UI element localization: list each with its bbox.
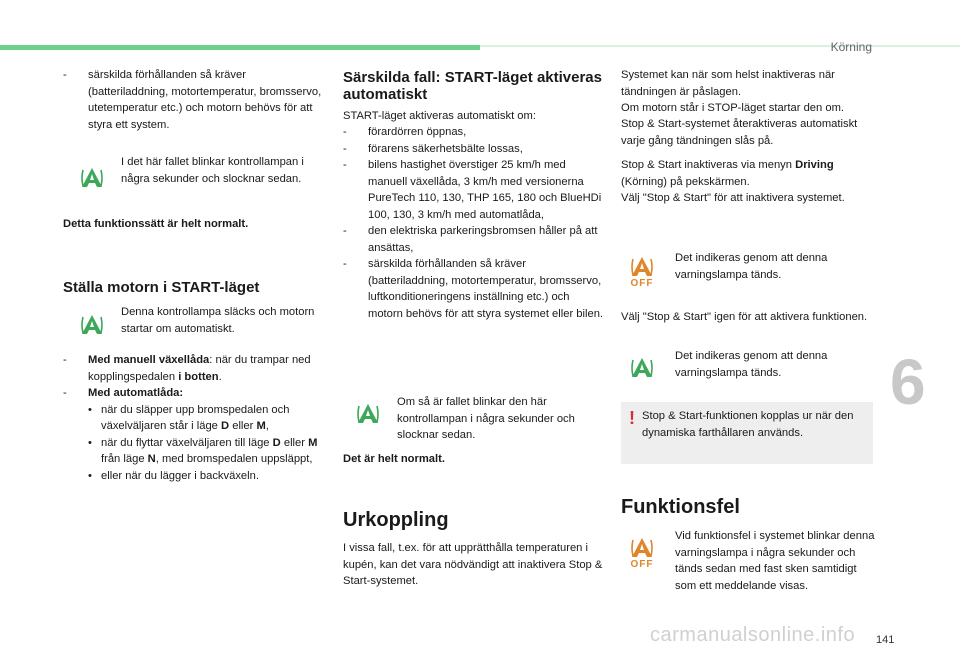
gear-d: D — [272, 436, 281, 449]
menu-name: Driving — [795, 159, 834, 171]
bullet-text: eller — [280, 436, 309, 449]
section-heading-special: Särskilda fall: START-läget aktiveras automatiskt — [343, 69, 602, 103]
list-item-text: särskilda förhållanden så kräver (batteriladdning, motortemperatur, bromsservo, utetemperatur etc.) och motorn behövs för att styra ett system. — [88, 69, 322, 131]
list-item-text: särskilda förhållanden så kräver (batteriladdning, motortemperatur, bromsservo, luftkonditioneringens inställning etc.) och motorn behövs för att styra systemet eller bilen. — [368, 258, 604, 320]
list-item-text: förardörren öppnas, — [368, 126, 467, 138]
normal-note-2: Det är helt normalt. — [343, 453, 445, 465]
bullet-marker: • — [88, 469, 92, 482]
bullet-marker: • — [88, 403, 92, 416]
warning-text: Stop & Start-funktionen kopplas ur när den dynamiska farthållaren används. — [642, 410, 854, 439]
gear-m: M — [256, 420, 266, 432]
section-heading-urkoppling: Urkoppling — [343, 509, 449, 531]
bullet-text: eller — [229, 420, 257, 432]
off-label: OFF — [630, 278, 654, 289]
header-accent-bar-light — [480, 45, 960, 47]
list-item — [343, 124, 605, 141]
deactivate-para-5: Välj "Stop & Start" för att inaktivera systemet. — [621, 192, 845, 204]
note-off-lamp: Det indikeras genom att denna varningslampa tänds. — [675, 252, 828, 281]
gear-m: M — [308, 436, 318, 449]
gear-d: D — [221, 420, 230, 432]
bullet-text: , med bromspedalen uppsläppt, — [155, 453, 313, 465]
deactivate-para-4 — [621, 157, 877, 190]
list-item — [343, 157, 605, 223]
note-blinking-2: Om så är fallet blinkar den här kontrollampan i några sekunder och slocknar sedan. — [397, 396, 575, 441]
col1-intro — [63, 67, 325, 133]
start-conditions-list — [63, 352, 325, 484]
list-item — [343, 223, 605, 256]
chapter-number: 6 — [890, 346, 926, 418]
engine-stop-start-fault-icon — [625, 537, 659, 570]
deactivate-para-2: Om motorn står i STOP-läget startar den om. — [621, 102, 844, 114]
dash-marker: - — [63, 69, 67, 81]
manual-label: Med manuell växellåda — [88, 354, 210, 366]
dash-marker: - — [343, 142, 347, 155]
manual-text-end: . — [218, 370, 222, 383]
list-item-text: den elektriska parkeringsbromsen håller på att ansättas, — [368, 225, 598, 254]
urkoppling-text: I vissa fall, t.ex. för att upprätthålla temperaturen i kupén, kan det vara nödvändigt att inaktivera Stop & Start-systemet. — [343, 542, 603, 587]
bullet-text: när du släpper upp bromspedalen och växelväljaren står i läge — [101, 403, 290, 432]
bullet-text: , — [265, 420, 269, 432]
note-on-lamp: Det indikeras genom att denna varningslampa tänds. — [675, 350, 828, 379]
engine-stop-start-icon — [355, 403, 381, 425]
reactivate-para: Välj "Stop & Start" igen för att aktivera funktionen. — [621, 311, 868, 323]
gear-n: N — [147, 453, 156, 465]
dash-marker: - — [63, 387, 67, 399]
engine-stop-start-icon — [79, 314, 105, 336]
normal-note: Detta funktionssätt är helt normalt. — [63, 218, 249, 230]
list-item — [343, 141, 605, 158]
bullet-item — [63, 402, 325, 435]
bullet-item — [63, 435, 325, 468]
para-text: (Körning) på pekskärmen. — [621, 175, 750, 188]
manual-text: : när du trampar ned kopplingspedalen — [88, 354, 311, 383]
page-number: 141 — [876, 634, 895, 646]
bullet-item — [63, 468, 325, 485]
special-intro: START-läget aktiveras automatiskt om: — [343, 110, 536, 122]
list-item — [63, 385, 325, 402]
manual-bold: i botten — [178, 370, 219, 383]
auto-label: Med automatlåda: — [88, 387, 184, 399]
dash-marker: - — [343, 126, 347, 138]
fault-text: Vid funktionsfel i systemet blinkar denna varningslampa i några sekunder och tänds sedan med fast sken samtidigt som ett meddelande visas. — [675, 530, 875, 592]
engine-stop-start-off-icon — [625, 256, 659, 289]
engine-stop-start-icon — [629, 357, 655, 379]
deactivate-para-3: Stop & Start-systemet återaktiveras automatiskt varje gång tändningen slås på. — [621, 118, 858, 147]
engine-stop-start-icon — [79, 167, 105, 189]
list-item — [63, 352, 325, 385]
watermark: carmanualsonline.info — [650, 624, 856, 646]
para-text: Stop & Start inaktiveras via menyn — [621, 159, 796, 171]
off-label: OFF — [630, 559, 654, 570]
dash-marker: - — [343, 159, 347, 171]
section-label: Körning — [830, 40, 872, 54]
deactivate-para-1: Systemet kan när som helst inaktiveras när tändningen är påslagen. — [621, 69, 835, 98]
list-item — [343, 256, 605, 322]
dash-marker: - — [343, 258, 347, 270]
warning-icon: ! — [629, 408, 635, 428]
dash-marker: - — [343, 225, 347, 237]
section-heading-funktionsfel: Funktionsfel — [621, 496, 740, 518]
header-accent-bar — [0, 45, 480, 50]
section-heading-start: Ställa motorn i START-läget — [63, 279, 260, 296]
bullet-text: eller när du lägger i backväxeln. — [101, 469, 259, 482]
list-item-text: förarens säkerhetsbälte lossas, — [368, 142, 523, 155]
bullet-marker: • — [88, 436, 92, 449]
list-item — [63, 67, 325, 133]
bullet-text: från läge — [101, 453, 148, 465]
note-lamp-off: Denna kontrollampa släcks och motorn startar om automatiskt. — [121, 306, 315, 335]
dash-marker: - — [63, 354, 67, 366]
special-list — [343, 124, 605, 322]
bullet-text: när du flyttar växelväljaren till läge — [101, 436, 273, 449]
list-item-text: bilens hastighet överstiger 25 km/h med manuell växellåda, 3 km/h med versionerna PureTech 110, 130, THP 165, 180 och BlueHDi 100, 130, 3 km/h med automatlåda, — [368, 159, 602, 221]
note-blinking: I det här fallet blinkar kontrollampan i några sekunder och slocknar sedan. — [121, 156, 304, 185]
